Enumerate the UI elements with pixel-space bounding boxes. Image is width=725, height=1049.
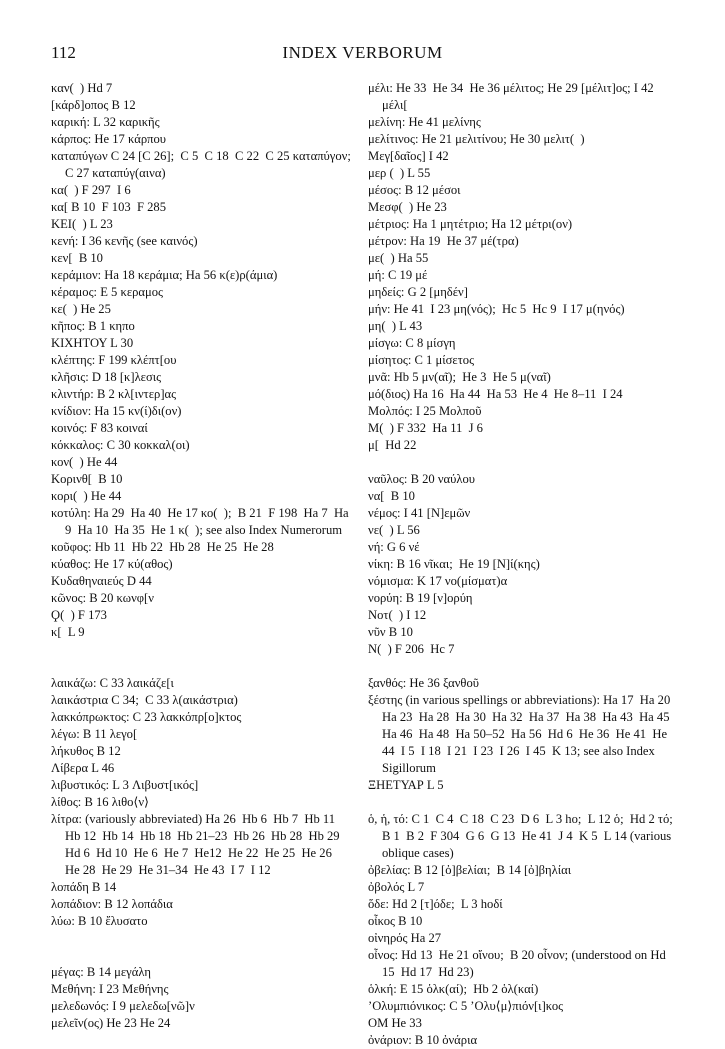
index-entry: ΟΜ He 33 [368,1016,422,1030]
index-entry: κῶνος: B 20 κωνφ[ν [51,591,154,605]
index-entry: λίτρα: (variously abbreviated) Ha 26 Hb 6 Hb 7 Hb 11 Hb 12 Hb 14 Hb 18 Hb 21–23 Hb 26 Hb 28 Hb 29 Hd 6 Hd 10 He 6 He 7 He12 He 22 He 25 He 26 He 28 He 29 He 31–34 He 43 I 7 I 12 [51,812,346,877]
right-column [368,80,680,1049]
index-entry: λιβυστικός: L 3 Λιβυστ[ικός] [51,778,199,792]
index-entry: [κάρδ]οπος B 12 [51,98,136,112]
index-entry: μέσος: B 12 μέσοι [368,183,461,197]
index-entry: Μεγ[δαῖος] I 42 [368,149,449,163]
index-entry: κα[ B 10 F 103 F 285 [51,200,166,214]
index-entry: μελεδωνός: I 9 μελεδω[νῶ]ν [51,999,195,1013]
index-entry: μη( ) L 43 [368,319,423,333]
index-entry: ΚΕΙ( ) L 23 [51,217,113,231]
section-gap [51,930,351,964]
index-entry: μίσγω: C 8 μίσγη [368,336,456,350]
index-entry: ’Ολυμπιόνικος: C 5 ’Ολυ⟨μ⟩πιόν[ι]κος [368,999,564,1013]
index-entry: ὀβελίας: B 12 [ὀ]βελίαι; B 14 [ὀ]βηλίαι [368,863,572,877]
index-entry: οἰνηρός Ha 27 [368,931,442,945]
index-entry: Νοτ( ) I 12 [368,608,427,622]
index-entry: Μεθήνη: I 23 Μεθήνης [51,982,169,996]
index-entry: νε( ) L 56 [368,523,420,537]
index-entry: μό(διος) Ha 16 Ha 44 Ha 53 He 4 He 8–11 I 24 [368,387,623,401]
index-entry: Λίβερα L 46 [51,761,115,775]
index-entry: ΚΙΧΗΤΟΥ L 30 [51,336,134,350]
index-entry: μελεῖν(ος) He 23 He 24 [51,1016,171,1030]
index-entry: λαικάζω: C 33 λαικάζε[ι [51,676,174,690]
index-entry: Ϙ( ) F 173 [51,608,107,622]
index-entry: κεράμιον: Ha 18 κεράμια; Ha 56 κ(ε)ρ(άμια) [51,268,278,282]
index-entry: λέγω: B 11 λεγο[ [51,727,138,741]
index-entry: Μ( ) F 332 Ha 11 J 6 [368,421,483,435]
index-entry: ΞΗΕΤΥΑΡ L 5 [368,778,444,792]
index-entry: κορι( ) He 44 [51,489,122,503]
running-head: INDEX VERBORUM [282,43,443,62]
index-entry: κύαθος: He 17 κύ(αθος) [51,557,173,571]
index-entry: κοινός: F 83 κοιναί [51,421,148,435]
index-entry: λαικάστρια C 34; C 33 λ(αικάστρια) [51,693,238,707]
index-entry: νίκη: B 16 νῖκαι; He 19 [Ν]ί(κης) [368,557,540,571]
index-entry: καταπύγων C 24 [C 26]; C 5 C 18 C 22 C 25 καταπύγον; C 27 καταπύγ(αινα) [51,149,355,180]
index-entry: λήκυθος B 12 [51,744,121,758]
index-entry: ξανθός: He 36 ξανθοῦ [368,676,479,690]
section-gap [368,794,680,811]
index-entry: κεν[ B 10 [51,251,103,265]
index-entry: κέραμος: E 5 κεραμος [51,285,164,299]
index-entry: κλιντήρ: B 2 κλ[ιντερ]ας [51,387,177,401]
index-entry: μίσητος: C 1 μίσετος [368,353,475,367]
index-entry: κάρπος: He 17 κάρπου [51,132,166,146]
index-entry: να[ B 10 [368,489,415,503]
index-entry: μή: C 19 μέ [368,268,428,282]
index-entry: κόκκαλος: C 30 κοκκαλ(οι) [51,438,190,452]
index-entry: μελίνη: He 41 μελίνης [368,115,481,129]
index-entry: μηδείς: G 2 [μηδέν] [368,285,468,299]
index-entry: νή: G 6 νέ [368,540,420,554]
section-gap [51,641,351,675]
index-entry: μέτρον: Ha 19 He 37 μέ(τρα) [368,234,519,248]
index-entry: λύω: B 10 ἔλυσατο [51,914,148,928]
index-entry: Κορινθ[ B 10 [51,472,123,486]
index-entry: λίθος: B 16 λιθο⟨ν⟩ [51,795,149,809]
index-entry: Μεσφ( ) He 23 [368,200,447,214]
index-entry: κα( ) F 297 I 6 [51,183,131,197]
page-number: 112 [51,43,76,62]
index-entry: νῦν B 10 [368,625,413,639]
index-entry: λοπάδη B 14 [51,880,117,894]
index-entry: νορύη: B 19 [ν]ορύη [368,591,473,605]
index-entry: μέτριος: Ha 1 μητέτριο; Ha 12 μέτρι(ον) [368,217,573,231]
index-entry: ναῦλος: B 20 ναύλου [368,472,476,486]
index-entry: Ν( ) F 206 Hc 7 [368,642,455,656]
index-entry: κοτύλη: Ha 29 Ha 40 He 17 κο( ); B 21 F 198 Ha 7 Ha 9 Ha 10 Ha 35 He 1 κ( ); see also Index Numerorum [51,506,352,537]
index-entry: νόμισμα: K 17 νο(μίσματ)α [368,574,508,588]
index-entry: μελίτινος: He 21 μελιτίνου; He 30 μελιτ( ) [368,132,585,146]
index-entry: κε( ) He 25 [51,302,111,316]
section-gap [368,658,680,675]
left-column [51,80,355,1032]
index-entry: μήν: He 41 I 23 μη(νός); Hc 5 Hc 9 I 17 μ(ηνός) [368,302,625,316]
index-entry: κον( ) He 44 [51,455,118,469]
index-entry: Κυδαθηναιεύς D 44 [51,574,152,588]
index-entry: ὀνάριον: B 10 ὀνάρια [368,1033,478,1047]
index-entry: με( ) Ha 55 [368,251,429,265]
index-entry: νέμος: I 41 [Ν]εμῶν [368,506,471,520]
index-entry: λακκόπρωκτος: C 23 λακκόπρ[ο]κτος [51,710,242,724]
index-entry: Μολπός: I 25 Μολποῦ [368,404,482,418]
index-entry: μέλι: He 33 He 34 He 36 μέλιτος; He 29 [μέλιτ]ος; I 42 μέλι[ [368,81,657,112]
index-entry: ὀβολός L 7 [368,880,425,894]
index-entry: οἶνος: Hd 13 He 21 οἴνου; B 20 οἶνον; (understood on Hd 15 Hd 17 Hd 23) [368,948,669,979]
index-entry: κενή: I 36 κενῆς (see καινός) [51,234,198,248]
index-entry: κλῆσις: D 18 [κ]λεσις [51,370,162,384]
index-entry: κλέπτης: F 199 κλέπτ[ου [51,353,177,367]
index-entry: μερ ( ) L 55 [368,166,431,180]
section-gap [368,454,680,471]
index-entry: κοῦφος: Hb 11 Hb 22 Hb 28 He 25 He 28 [51,540,274,554]
index-entry: ὅδε: Hd 2 [τ]όδε; L 3 hoδί [368,897,503,911]
index-entry: μνᾶ: Hb 5 μν(αῖ); He 3 He 5 μ(ναῖ) [368,370,551,384]
index-entry: μ[ Hd 22 [368,438,417,452]
index-entry: μέγας: B 14 μεγάλη [51,965,151,979]
index-entry: κ[ L 9 [51,625,85,639]
index-entry: κνίδιον: Ha 15 κν(ί)δι(ον) [51,404,182,418]
index-entry: οἶκος B 10 [368,914,423,928]
index-entry: κῆπος: B 1 κηπο [51,319,135,333]
index-entry: ὁ, ἡ, τό: C 1 C 4 C 18 C 23 D 6 L 3 ho; L 12 ὁ; Hd 2 τό; B 1 B 2 F 304 G 6 G 13 He 41 J 4 K 5 L 14 (various oblique cases) [368,812,680,860]
index-entry: ξέστης (in various spellings or abbreviations): Ha 17 Ha 20 Ha 23 Ha 28 Ha 30 Ha 32 Ha 37 Ha 38 Ha 43 Ha 45 Ha 46 Ha 48 Ha 50–52 Ha 56 Hd 6 He 36 He 41 He 44 I 5 I 18 I 21 I 23 I 26 I 45 K 13; see also Index Sigillorum [368,693,677,775]
index-entry: καρική: L 32 καρικῆς [51,115,160,129]
index-entry: λοπάδιον: B 12 λοπάδια [51,897,173,911]
index-entry: καν( ) Hd 7 [51,81,113,95]
index-entry: ὁλκή: E 15 ὁλκ(αί); Hb 2 ὁλ(καί) [368,982,539,996]
